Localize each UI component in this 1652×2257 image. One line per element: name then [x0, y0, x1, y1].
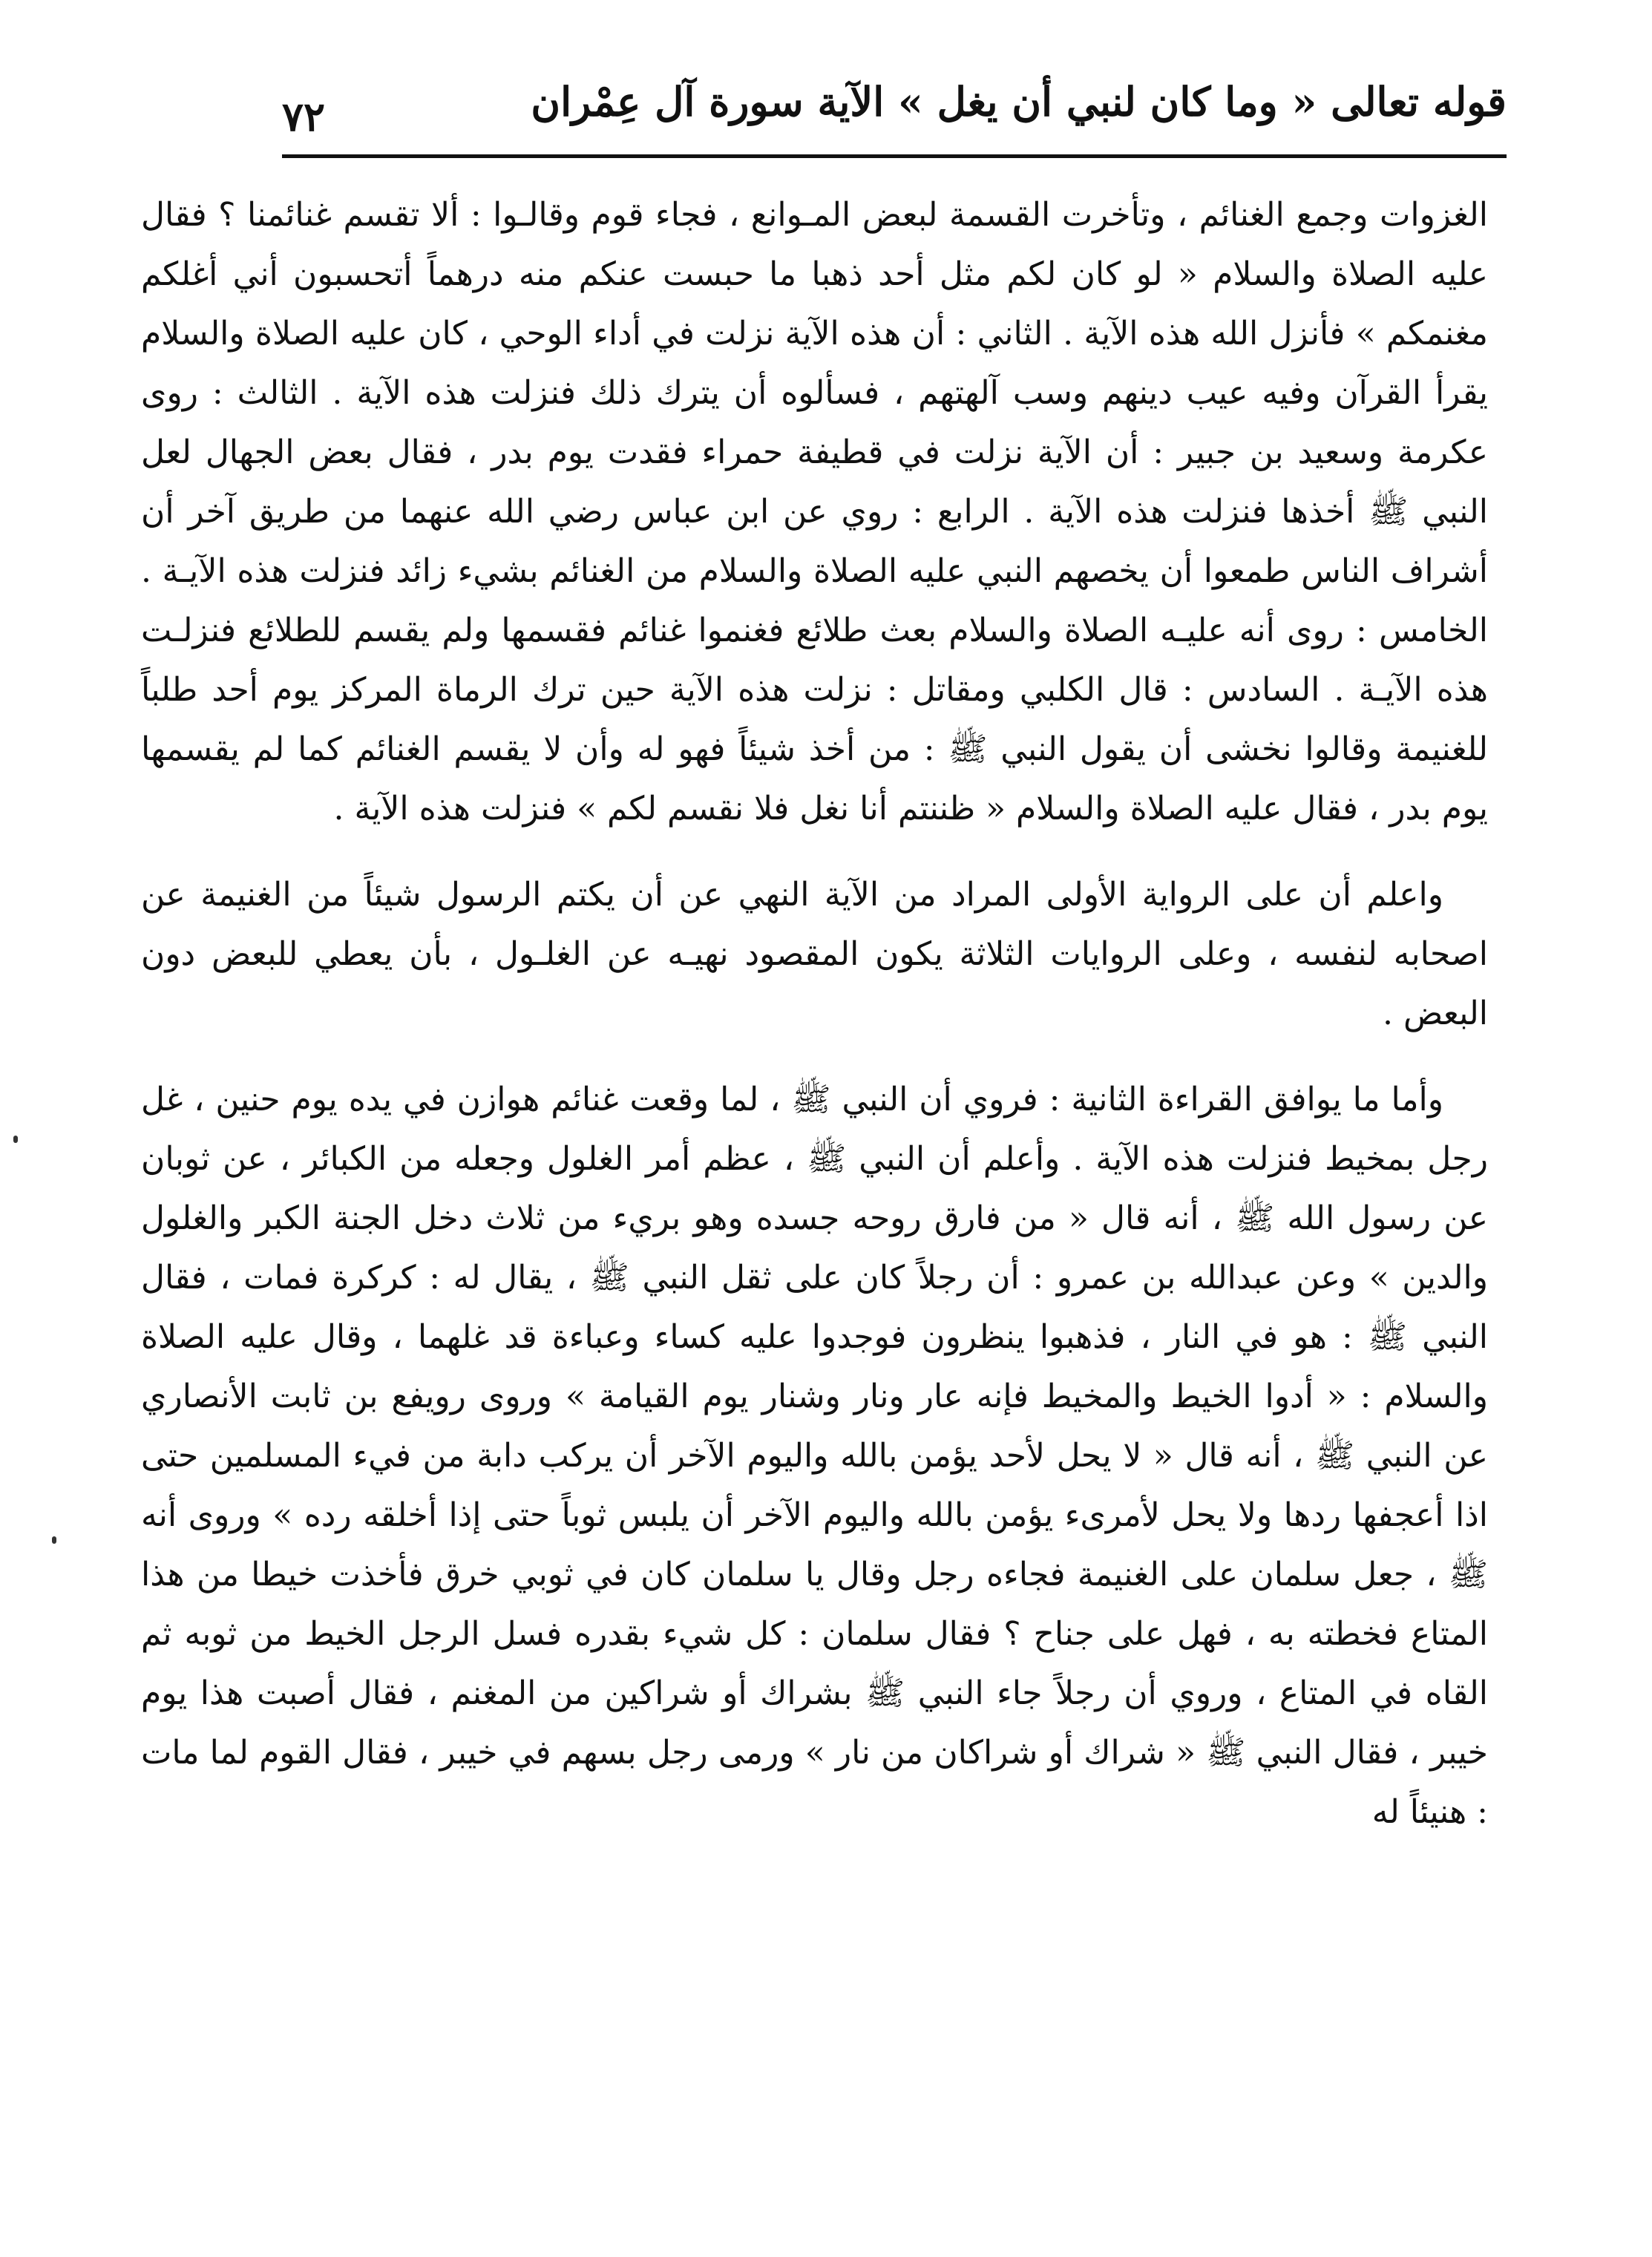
- paragraph-1: الغزوات وجمع الغنائم ، وتأخرت القسمة لبعض المـوانع ، فجاء قوم وقالـوا : ألا تقسم غنائمنا ؟ فقال عليه الصلاة والسلام « لو كان لكم مثل أحد ذهبا ما حبست عنكم منه درهماً أتحسبون أني أغلكم مغنمكم » فأنزل الله هذه الآية . الثاني : أن هذه الآية نزلت في أداء الوحي ، كان عليه الصلاة والسلام يقرأ القرآن وفيه عيب دينهم وسب آلهتهم ، فسألوه أن يترك ذلك فنزلت هذه الآية . الثالث : روى عكرمة وسعيد بن جبير : أن الآية نزلت في قطيفة حمراء فقدت يوم بدر ، فقال بعض الجهال لعل النبي ﷺ أخذها فنزلت هذه الآية . الرابع : روي عن ابن عباس رضي الله عنهما من طريق آخر أن أشراف الناس طمعوا أن يخصهم النبي عليه الصلاة والسلام من الغنائم بشيء زائد فنزلت هذه الآيـة . الخامس : روى أنه عليـه الصلاة والسلام بعث طلائع فغنموا غنائم فقسمها ولم يقسم للطلائع فنزلـت هذه الآيـة . السادس : قال الكلبي ومقاتل : نزلت هذه الآية حين ترك الرماة المركز يوم أحد طلباً للغنيمة وقالوا نخشى أن يقول النبي ﷺ : من أخذ شيئاً فهو له وأن لا يقسم الغنائم كما لم يقسمها يوم بدر ، فقال عليه الصلاة والسلام « ظننتم أنا نغل فلا نقسم لكم » فنزلت هذه الآية .: [141, 196, 1488, 828]
- scan-speck: [13, 1136, 18, 1143]
- running-header: [282, 71, 1507, 152]
- paragraph-3: وأما ما يوافق القراءة الثانية : فروي أن النبي ﷺ ، لما وقعت غنائم هوازن في يده يوم حنين ، غل رجل بمخيط فنزلت هذه الآية . وأعلم أن النبي ﷺ ، عظم أمر الغلول وجعله من الكبائر ، عن ثوبان عن رسول الله ﷺ ، أنه قال « من فارق روحه جسده وهو بريء من ثلاث دخل الجنة الكبر والغلول والدين » وعن عبدالله بن عمرو : أن رجلاً كان على ثقل النبي ﷺ ، يقال له : كركرة فمات ، فقال النبي ﷺ : هو في النار ، فذهبوا ينظرون فوجدوا عليه كساء وعباءة قد غلهما ، وقال عليه الصلاة والسلام : « أدوا الخيط والمخيط فإنه عار ونار وشنار يوم القيامة » وروى رويفع بن ثابت الأنصاري عن النبي ﷺ ، أنه قال « لا يحل لأحد يؤمن بالله واليوم الآخر أن يركب دابة من فيء المسلمين حتى اذا أعجفها ردها ولا يحل لأمرىء يؤمن بالله واليوم الآخر أن يلبس ثوباً حتى إذا أخلقه رده » وروى أنه ﷺ ، جعل سلمان على الغنيمة فجاءه رجل وقال يا سلمان كان في ثوبي خرق فأخذت خيطا من هذا المتاع فخطته به ، فهل على جناح ؟ فقال سلمان : كل شيء بقدره فسل الرجل الخيط من ثوبه ثم القاه في المتاع ، وروي أن رجلاً جاء النبي ﷺ بشراك أو شراكين من المغنم ، فقال أصبت هذا يوم خيبر ، فقال النبي ﷺ « شراك أو شراكان من نار » ورمى رجل بسهم في خيبر ، فقال القوم لما مات : هنيئاً له: [141, 1081, 1488, 1831]
- paragraph-2: واعلم أن على الرواية الأولى المراد من الآية النهي عن أن يكتم الرسول شيئاً من الغنيمة عن اصحابه لنفسه ، وعلى الروايات الثلاثة يكون المقصود نهيـه عن الغلـول ، بأن يعطي للبعض دون البعض .: [141, 876, 1488, 1032]
- body-text: [141, 186, 1488, 1869]
- header-rule: [282, 154, 1507, 158]
- header-title: قوله تعالى « وما كان لنبي أن يغل » الآية سورة آل عِمْران: [531, 78, 1507, 125]
- scan-speck: [52, 1536, 56, 1544]
- page-number: ٧٢: [282, 93, 326, 140]
